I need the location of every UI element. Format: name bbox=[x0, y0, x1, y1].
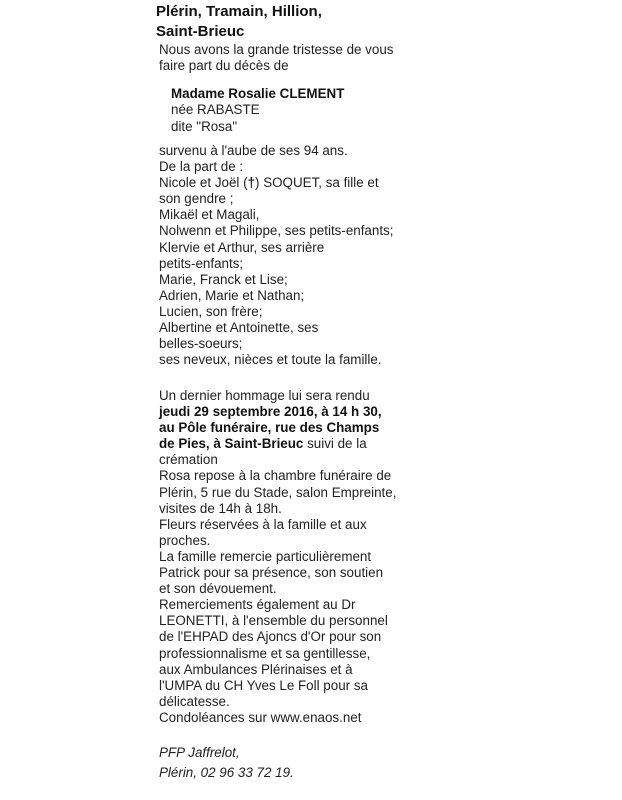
text-line: Patrick pour sa présence, son soutien bbox=[159, 565, 384, 581]
ceremony-place: au Pôle funéraire, rue des Champs bbox=[159, 420, 380, 436]
text-line bbox=[159, 175, 393, 191]
text-line: proches. bbox=[159, 532, 211, 548]
text-line: l'UMPA du CH Yves Le Foll pour sa bbox=[159, 677, 368, 693]
text-line: Klervie et Arthur, ses arrière bbox=[159, 239, 325, 255]
deceased-name: Madame Rosalie CLEMENT bbox=[171, 86, 345, 101]
text-line: De la part de : bbox=[159, 159, 244, 175]
ceremony-place: de Pies, à Saint-Brieuc bbox=[159, 436, 304, 452]
family-list bbox=[159, 143, 393, 368]
text-line: survenu à l'aube de ses 94 ans. bbox=[159, 143, 348, 158]
text-line: La famille remercie particulièrement bbox=[159, 548, 372, 564]
notice-heading bbox=[156, 2, 322, 42]
text-line: son gendre ; bbox=[159, 191, 234, 207]
condolences-line: Condoléances sur www.enaos.net bbox=[159, 709, 362, 725]
heading-line: Saint-Brieuc bbox=[156, 23, 245, 40]
text-line: et son dévouement. bbox=[159, 581, 277, 597]
text-line: Adrien, Marie et Nathan; bbox=[159, 287, 305, 303]
text-line: Marie, Franck et Lise; bbox=[159, 271, 288, 287]
text-line: Remerciements également au Dr bbox=[159, 597, 356, 613]
text-line bbox=[159, 436, 396, 452]
text-line: aux Ambulances Plérinaises et à bbox=[159, 661, 353, 677]
ceremony-details bbox=[159, 388, 396, 726]
text-line: Lucien, son frère; bbox=[159, 303, 263, 319]
text-line: Albertine et Antoinette, ses bbox=[159, 320, 319, 336]
maiden-name: née RABASTE bbox=[171, 102, 260, 118]
funeral-home-name: PFP Jaffrelot, bbox=[159, 745, 240, 760]
text-line: Fleurs réservées à la famille et aux bbox=[159, 516, 367, 532]
nickname: dite "Rosa" bbox=[171, 118, 238, 134]
text-line: LEONETTI, à l'ensemble du personnel bbox=[159, 613, 388, 629]
text-line: crémation bbox=[159, 452, 218, 468]
text-fragment: Nicole et Joël ( bbox=[159, 175, 248, 191]
text-line: Nolwenn et Philippe, ses petits-enfants; bbox=[159, 223, 394, 239]
ceremony-date: jeudi 29 septembre 2016, à 14 h 30, bbox=[159, 404, 382, 420]
text-line: Mikaël et Magali, bbox=[159, 207, 260, 223]
text-line: belles-soeurs; bbox=[159, 336, 243, 352]
text-fragment: suivi de la bbox=[303, 436, 367, 452]
text-line: Rosa repose à la chambre funéraire de bbox=[159, 468, 392, 484]
text-line: professionnalisme et sa gentillesse, bbox=[159, 645, 371, 661]
intro-line: faire part du décès de bbox=[159, 58, 289, 74]
text-fragment: ) SOQUET, sa fille et bbox=[255, 175, 379, 191]
funeral-home-signature bbox=[159, 743, 294, 783]
text-line: visites de 14h à 18h. bbox=[159, 500, 282, 516]
intro-text bbox=[159, 42, 393, 74]
text-line: délicatesse. bbox=[159, 693, 230, 709]
intro-line: Nous avons la grande tristesse de vous bbox=[159, 42, 394, 57]
text-line: Plérin, 5 rue du Stade, salon Empreinte, bbox=[159, 484, 397, 500]
cross-icon: † bbox=[247, 175, 256, 191]
text-line: de l'EHPAD des Ajoncs d'Or pour son bbox=[159, 629, 382, 645]
text-line: Un dernier hommage lui sera rendu bbox=[159, 388, 370, 403]
heading-line: Plérin, Tramain, Hillion, bbox=[156, 3, 322, 20]
funeral-home-phone: Plérin, 02 96 33 72 19. bbox=[159, 765, 294, 780]
deceased-identity bbox=[171, 86, 344, 135]
text-line: ses neveux, nièces et toute la famille. bbox=[159, 352, 382, 368]
text-line: petits-enfants; bbox=[159, 255, 244, 271]
